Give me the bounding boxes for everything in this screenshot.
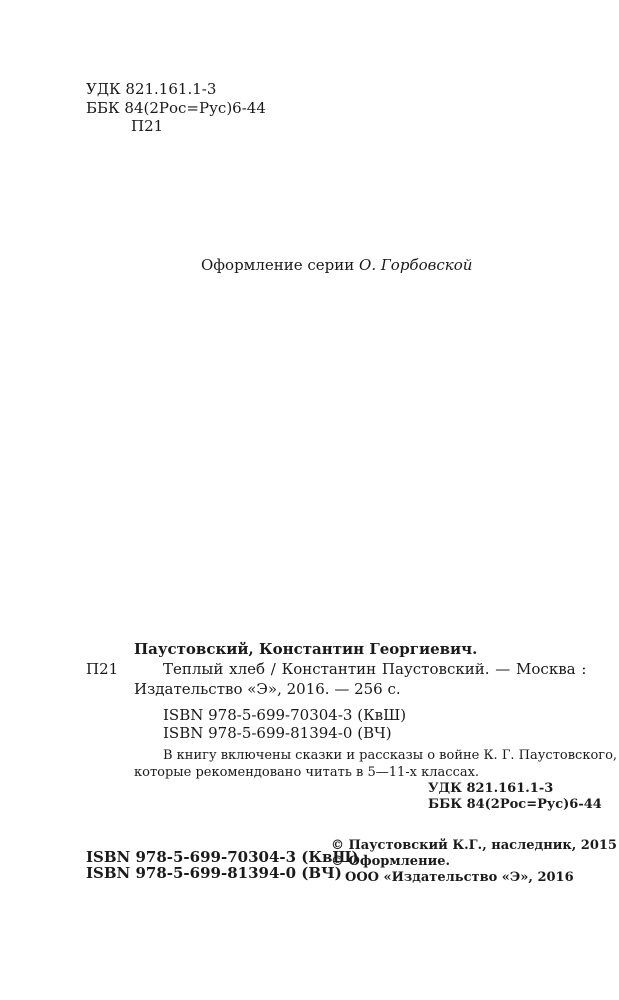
catalog-title-line-1: Теплый хлеб / Константин Паустовский. — Москва : bbox=[163, 660, 587, 678]
catalog-udk-code: УДК 821.161.1-3 bbox=[428, 781, 554, 796]
copyright-line-1: © Паустовский К.Г., наследник, 2015 bbox=[331, 838, 617, 853]
catalog-isbn-2: ISBN 978-5-699-81394-0 (ВЧ) bbox=[163, 724, 392, 742]
author-mark: П21 bbox=[131, 117, 164, 135]
bottom-isbn-1: ISBN 978-5-699-70304-3 (КвШ) bbox=[86, 848, 359, 866]
copyright-line-3: ООО «Издательство «Э», 2016 bbox=[345, 870, 574, 885]
catalog-author-mark: П21 bbox=[86, 660, 119, 678]
series-designer-name: О. Горбовской bbox=[359, 256, 473, 274]
bottom-isbn-2: ISBN 978-5-699-81394-0 (ВЧ) bbox=[86, 864, 342, 882]
series-design-credit bbox=[201, 257, 472, 274]
bbk-code: ББК 84(2Рос=Рус)6-44 bbox=[86, 99, 266, 117]
catalog-title-line-2: Издательство «Э», 2016. — 256 с. bbox=[134, 680, 401, 698]
copyright-line-2: © Оформление. bbox=[331, 854, 451, 869]
annotation-line-1: В книгу включены сказки и рассказы о войне К. Г. Паустовского, bbox=[163, 748, 618, 763]
catalog-isbn-1: ISBN 978-5-699-70304-3 (КвШ) bbox=[163, 706, 407, 724]
annotation-line-2: которые рекомендовано читать в 5—11-х классах. bbox=[134, 765, 480, 780]
series-design-prefix: Оформление серии bbox=[201, 256, 360, 274]
udk-code: УДК 821.161.1-3 bbox=[86, 80, 217, 98]
catalog-bbk-code: ББК 84(2Рос=Рус)6-44 bbox=[428, 797, 602, 812]
catalog-author-heading: Паустовский, Константин Георгиевич. bbox=[134, 640, 478, 658]
